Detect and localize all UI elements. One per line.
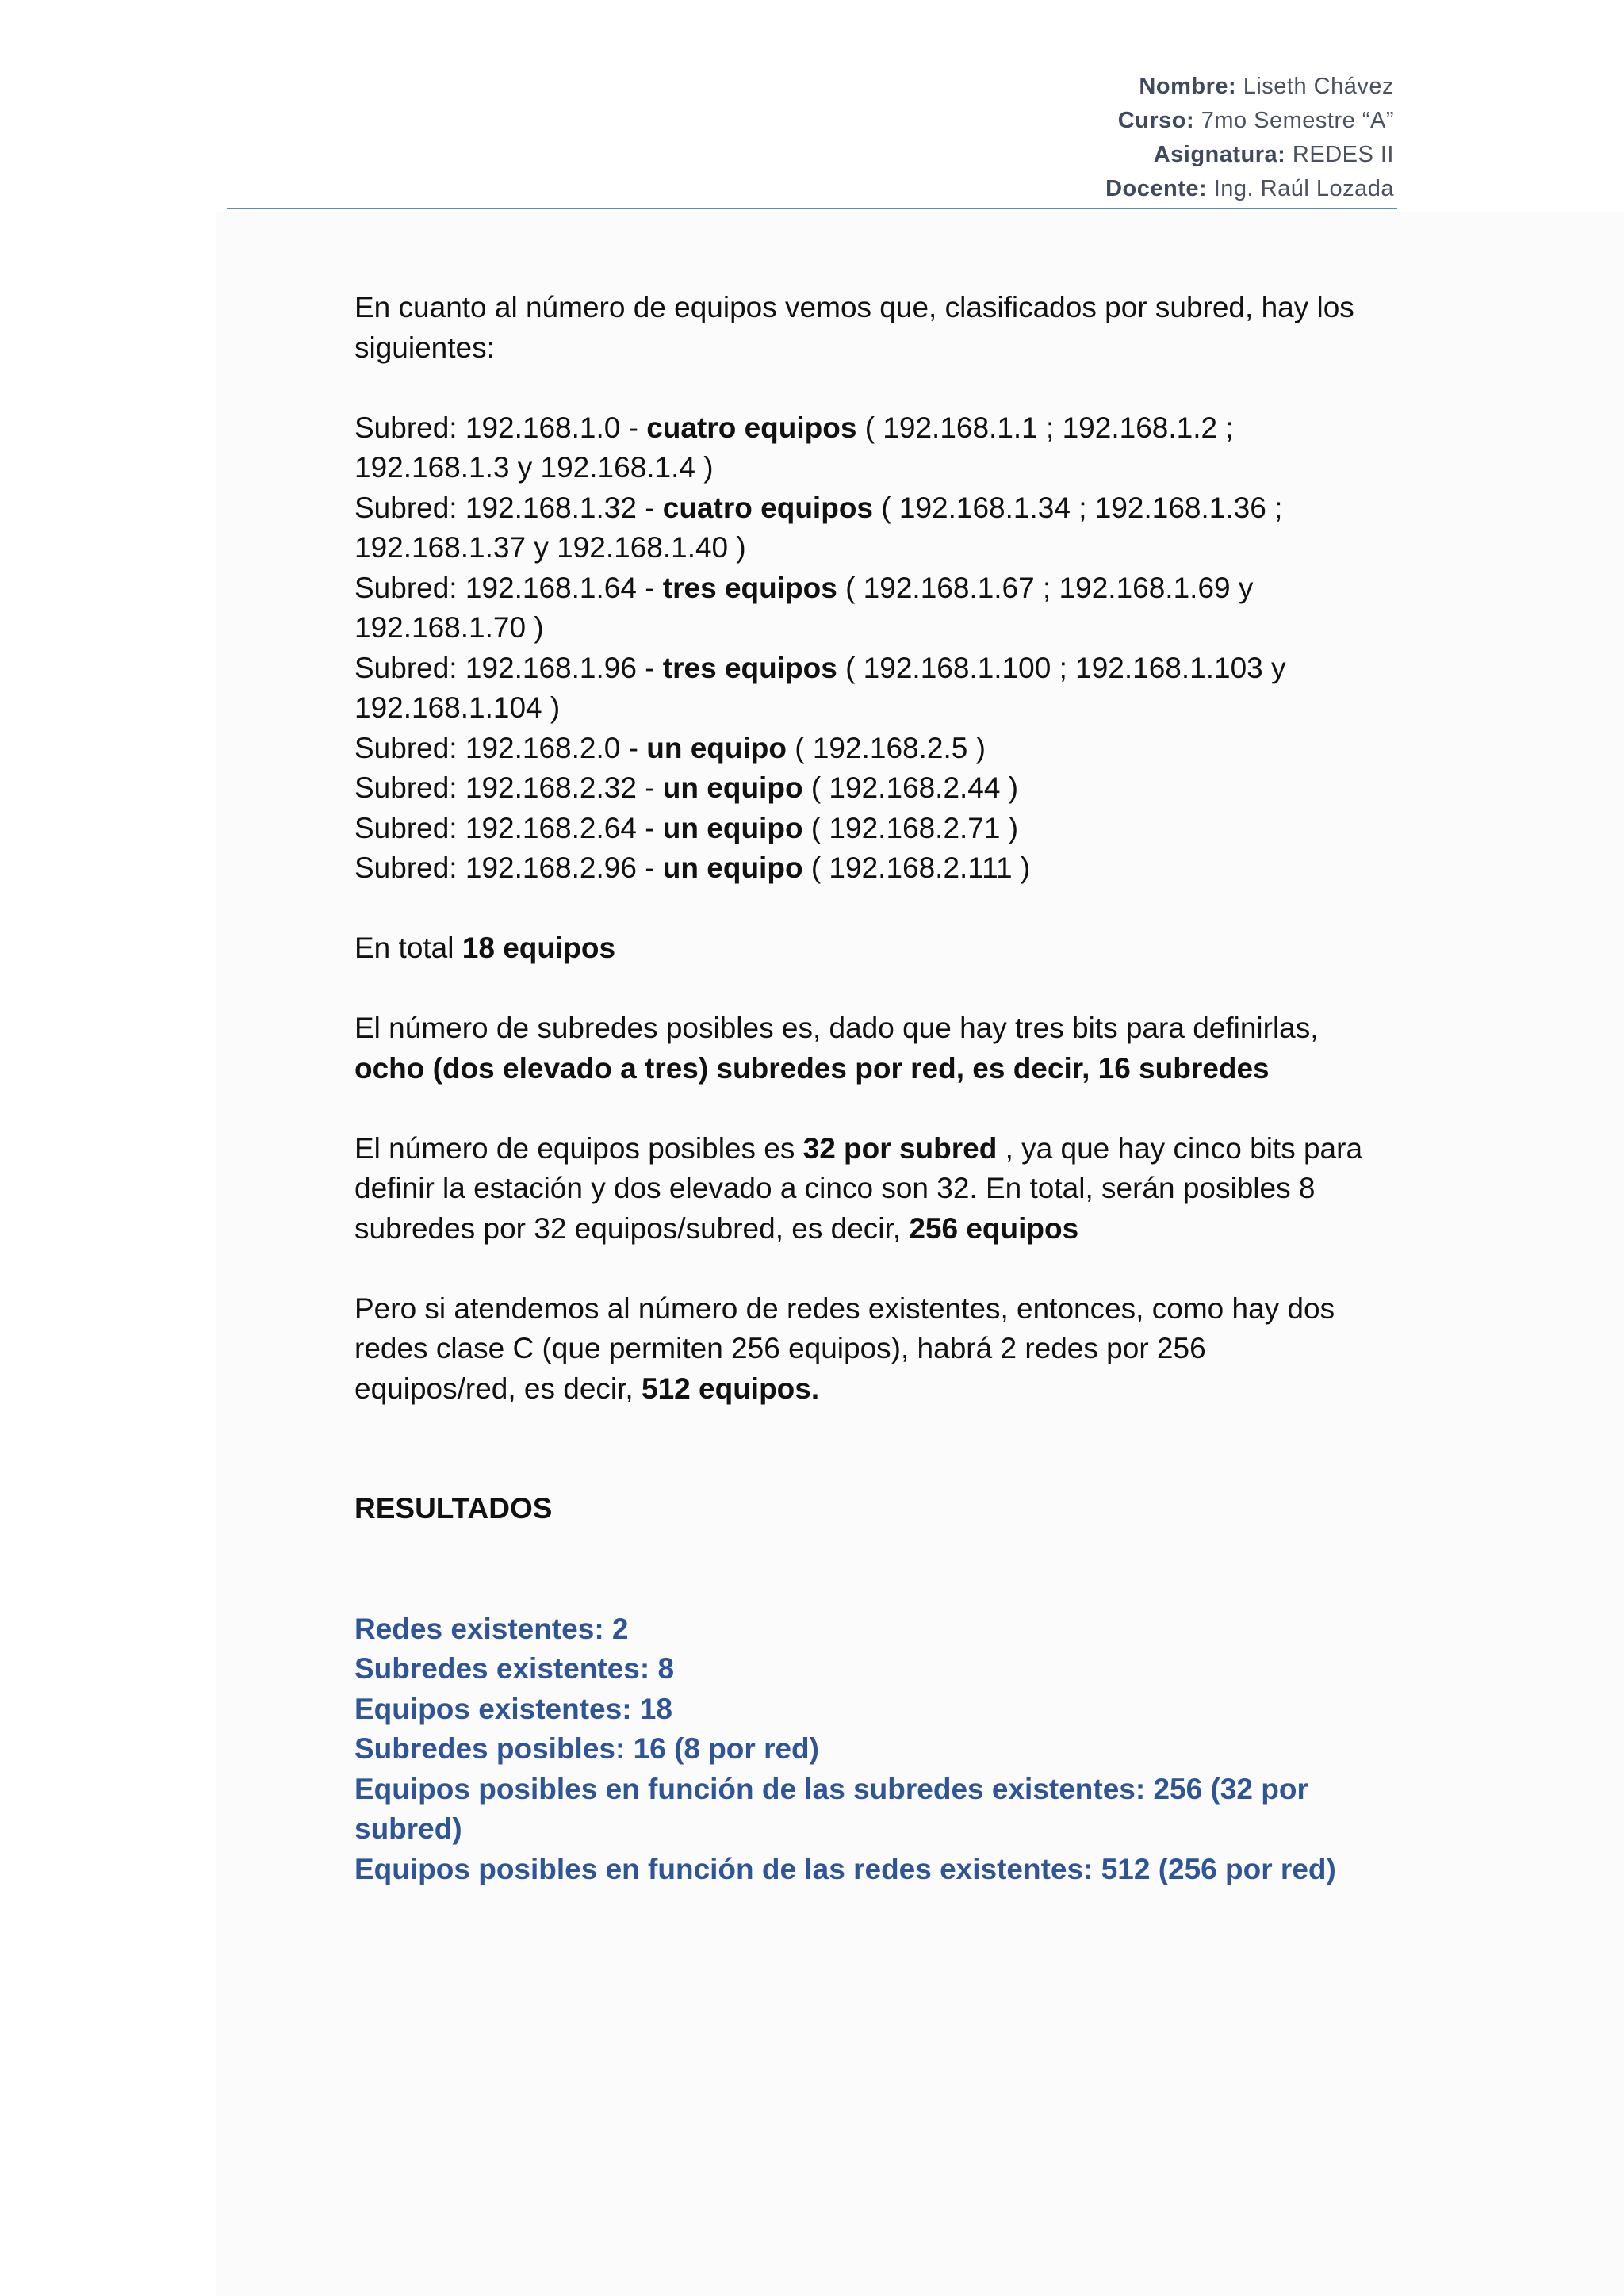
course-value: 7mo Semestre “A” <box>1201 108 1394 133</box>
subnets-possible-line-1: El número de subredes posibles es, dado que hay tres bits para definirlas, <box>354 1012 1319 1044</box>
results-list <box>354 1609 1409 1890</box>
networks-line-1: Pero si atendemos al número de redes existentes, entonces, como hay dos <box>354 1292 1335 1325</box>
header-teacher-line <box>1105 172 1394 206</box>
subnet-entry: Subred: 192.168.1.32 - cuatro equipos ( 192.168.1.34 ; 192.168.1.36 ; <box>354 491 1283 524</box>
header-subject-line <box>1105 138 1394 172</box>
result-item: Subredes existentes: 8 <box>354 1652 675 1685</box>
networks-line-3: equipos/red, es decir, 512 equipos. <box>354 1372 820 1405</box>
subnet-entry: Subred: 192.168.2.64 - un equipo ( 192.168.2.71 ) <box>354 811 1019 844</box>
result-item: Equipos existentes: 18 <box>354 1692 672 1725</box>
header-name-line <box>1105 70 1394 104</box>
course-label: Curso: <box>1117 108 1195 133</box>
networks-line-2: redes clase C (que permiten 256 equipos), habrá 2 redes por 256 <box>354 1332 1206 1364</box>
subnet-entry-cont: 192.168.1.70 ) <box>354 611 544 644</box>
subnet-entry: Subred: 192.168.1.96 - tres equipos ( 192.168.1.100 ; 192.168.1.103 y <box>354 651 1286 684</box>
subnet-entry-cont: 192.168.1.3 y 192.168.1.4 ) <box>354 451 714 484</box>
hosts-possible-line-1: El número de equipos posibles es 32 por subred , ya que hay cinco bits para <box>354 1131 1363 1165</box>
intro-line-2: siguientes: <box>354 331 495 364</box>
name-value: Liseth Chávez <box>1243 74 1394 99</box>
result-item: Equipos posibles en función de las subredes existentes: 256 (32 por subred) <box>354 1772 1308 1845</box>
subnet-entry-cont: 192.168.1.104 ) <box>354 691 561 724</box>
subject-label: Asignatura: <box>1153 142 1286 167</box>
header-divider <box>227 208 1397 209</box>
result-item: Redes existentes: 2 <box>354 1612 629 1645</box>
subnet-entry: Subred: 192.168.2.0 - un equipo ( 192.168.2.5 ) <box>354 731 986 764</box>
teacher-label: Docente: <box>1105 176 1208 201</box>
subnet-entry-cont: 192.168.1.37 y 192.168.1.40 ) <box>354 531 746 564</box>
header-course-line <box>1105 104 1394 138</box>
subnet-entry: Subred: 192.168.1.64 - tres equipos ( 192.168.1.67 ; 192.168.1.69 y <box>354 571 1254 604</box>
subnets-possible-line-2: ocho (dos elevado a tres) subredes por red, es decir, 16 subredes <box>354 1051 1270 1085</box>
hosts-possible-line-2: definir la estación y dos elevado a cinco son 32. En total, serán posibles 8 <box>354 1172 1316 1204</box>
subnet-entry: Subred: 192.168.1.0 - cuatro equipos ( 192.168.1.1 ; 192.168.1.2 ; <box>354 411 1234 444</box>
name-label: Nombre: <box>1139 74 1237 99</box>
hosts-possible-line-3: subredes por 32 equipos/subred, es decir, 256 equipos <box>354 1211 1079 1245</box>
subnet-list <box>354 408 1409 889</box>
result-item: Equipos posibles en función de las redes existentes: 512 (256 por red) <box>354 1852 1336 1885</box>
results-heading: RESULTADOS <box>354 1492 553 1525</box>
result-item: Subredes posibles: 16 (8 por red) <box>354 1732 819 1765</box>
document-body <box>354 288 1409 1889</box>
subject-value: REDES II <box>1292 142 1394 167</box>
intro-line-1: En cuanto al número de equipos vemos que, clasificados por subred, hay los <box>354 291 1354 323</box>
total-line: En total 18 equipos <box>354 932 616 964</box>
document-header <box>1105 70 1394 206</box>
subnet-entry: Subred: 192.168.2.32 - un equipo ( 192.168.2.44 ) <box>354 771 1019 804</box>
subnet-entry: Subred: 192.168.2.96 - un equipo ( 192.168.2.111 ) <box>354 851 1031 884</box>
teacher-value: Ing. Raúl Lozada <box>1213 176 1394 201</box>
